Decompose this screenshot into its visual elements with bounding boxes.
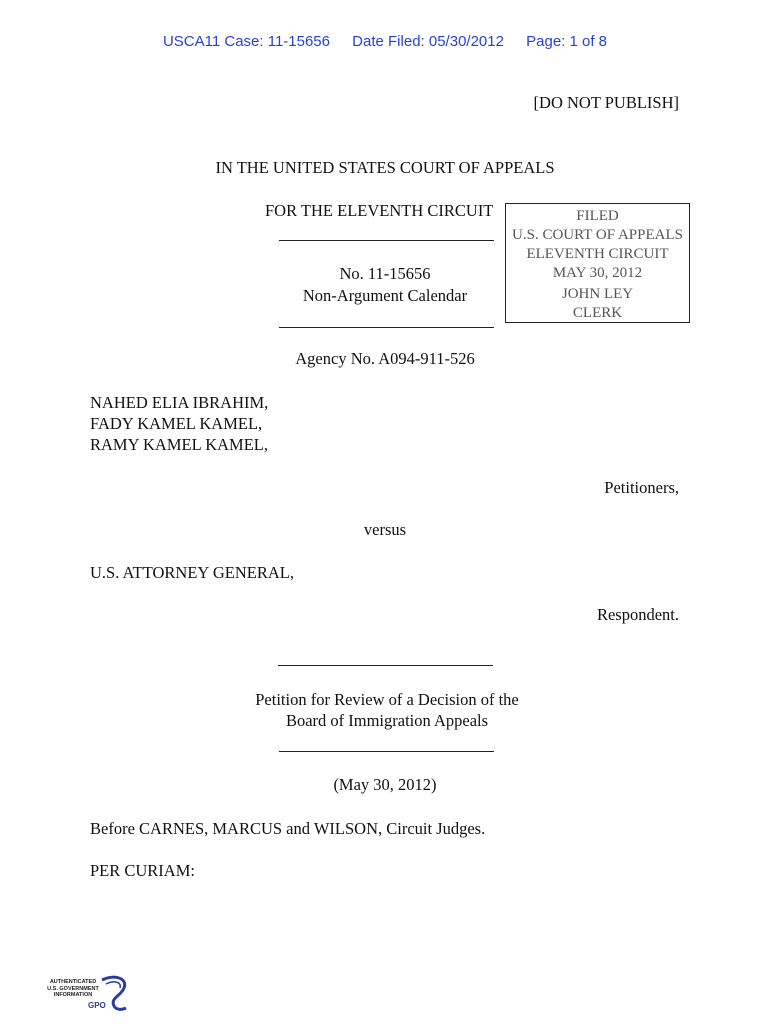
publish-note: [DO NOT PUBLISH] — [533, 93, 679, 112]
respondent-name: U.S. ATTORNEY GENERAL, — [90, 563, 294, 582]
petition-title: Petition for Review of a Decision of the — [255, 690, 519, 709]
petitioner-name: RAMY KAMEL KAMEL, — [90, 435, 268, 454]
gpo-logo-text: AUTHENTICATED U.S. GOVERNMENT INFORMATION — [47, 979, 99, 998]
decision-date: (May 30, 2012) — [333, 775, 437, 794]
case-number-header: USCA11 Case: 11-15656 — [162, 33, 330, 50]
eagle-icon — [44, 974, 134, 1014]
filed-stamp-line: FILED — [576, 208, 619, 224]
calendar-type: Non-Argument Calendar — [302, 286, 468, 305]
filed-stamp-line: CLERK — [572, 305, 623, 321]
respondent-label: Respondent. — [596, 605, 679, 624]
panel-judges: Before CARNES, MARCUS and WILSON, Circuit Judges. — [90, 819, 486, 838]
divider-line — [279, 240, 494, 241]
agency-number: Agency No. A094-911-526 — [295, 349, 475, 368]
court-name: IN THE UNITED STATES COURT OF APPEALS — [215, 158, 555, 177]
circuit-name: FOR THE ELEVENTH CIRCUIT — [265, 201, 494, 220]
per-curiam: PER CURIAM: — [90, 861, 195, 880]
filed-stamp-line: ELEVENTH CIRCUIT — [526, 246, 669, 262]
filed-stamp — [505, 203, 690, 323]
petitioners-label: Petitioners, — [604, 478, 679, 497]
gpo-authentication-logo — [44, 974, 134, 1014]
petition-title: Board of Immigration Appeals — [285, 711, 489, 730]
gpo-mark: GPO — [88, 1001, 106, 1010]
date-filed-header: Date Filed: 05/30/2012 — [352, 33, 504, 50]
filing-header — [0, 33, 770, 50]
page-count-header: Page: 1 of 8 — [526, 33, 608, 50]
divider-line — [279, 751, 494, 752]
versus-text: versus — [363, 520, 407, 539]
filed-stamp-line: JOHN LEY — [561, 286, 634, 302]
petitioner-name: FADY KAMEL KAMEL, — [90, 414, 263, 433]
divider-line — [278, 665, 493, 666]
case-number: No. 11-15656 — [339, 264, 431, 283]
petitioner-name: NAHED ELIA IBRAHIM, — [90, 393, 269, 412]
filed-stamp-line: MAY 30, 2012 — [552, 265, 643, 281]
filed-stamp-line: U.S. COURT OF APPEALS — [512, 227, 683, 243]
divider-line — [279, 327, 494, 328]
